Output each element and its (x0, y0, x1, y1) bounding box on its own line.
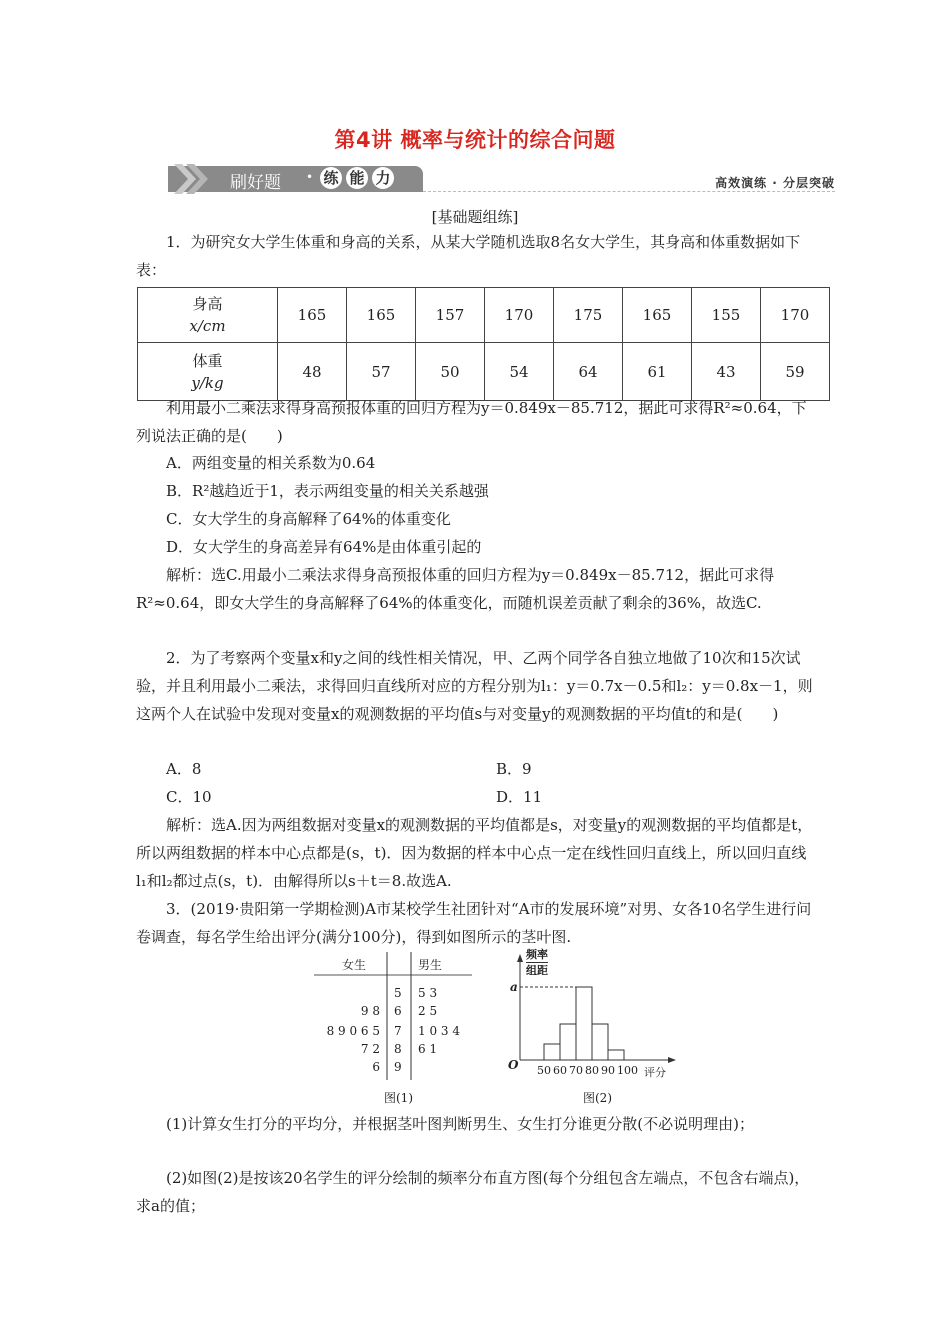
q2-option-c: C．10 (166, 788, 212, 806)
q1-option-d: D．女大学生的身高差异有64%是由体重引起的 (166, 538, 482, 556)
frequency-histogram (500, 948, 680, 1088)
table-cell: 165 (623, 288, 692, 343)
table-cell: 157 (416, 288, 485, 343)
origin-label: O (508, 1058, 519, 1072)
table-cell: 54 (485, 343, 554, 401)
stem: 9 (394, 1060, 402, 1074)
stem: 5 (394, 986, 402, 1000)
x-tick: 80 (585, 1064, 599, 1077)
x-axis-label: 评分 (644, 1066, 666, 1079)
stem: 7 (394, 1024, 402, 1038)
q1-analysis: 解析：选C.用最小二乘法求得身高预报体重的回归方程为y＝0.849x－85.712，据此可求得R²≈0.64，即女大学生的身高解释了64%的体重变化，而随机误差贡献了剩余的36%，故选C. (136, 566, 775, 612)
banner (160, 164, 425, 194)
q2-analysis: 解析：选A.因为两组数据对变量x的观测数据的平均值都是s，对变量y的观测数据的平均值都是t，所以两组数据的样本中心点都是(s，t)．因为数据的样本中心点一定在线性回归直线上，所以回归直线l₁和l₂都过点(s，t)．由解得所以s＋t＝8.故选A. (136, 816, 813, 890)
leaf-left: 8 9 0 6 5 (326, 1024, 380, 1038)
leaf-left: 6 (372, 1060, 380, 1074)
banner-dot: • (306, 170, 314, 184)
banner-divider (423, 191, 835, 192)
y-axis-label-bottom: 组距 (526, 964, 548, 977)
stem: 8 (394, 1042, 402, 1056)
section-heading: [基础题组练] (431, 208, 519, 226)
q1-option-b: B．R²越趋近于1，表示两组变量的相关关系越强 (166, 482, 489, 500)
q3-part1: (1)计算女生打分的平均分，并根据茎叶图判断男生、女生打分谁更分散(不必说明理由)； (166, 1115, 754, 1133)
x-tick: 100 (617, 1064, 638, 1077)
figure-1-caption: 图(1) (384, 1091, 413, 1105)
table-cell: 155 (692, 288, 761, 343)
leaf-left: 7 2 (360, 1042, 380, 1056)
stem-leaf-left-header: 女生 (342, 958, 367, 972)
page-title: 第4讲 概率与统计的综合问题 (334, 128, 616, 152)
table-cell: 48 (278, 343, 347, 401)
banner-circle-2: 能 (346, 167, 368, 189)
row-header-weight: 体重 y/kg (138, 343, 278, 401)
double-chevron-icon (174, 162, 214, 196)
row-header-height: 身高 x/cm (138, 288, 278, 343)
stem-leaf-right-header: 男生 (418, 958, 443, 972)
y-tick-a: a (510, 980, 518, 994)
leaf-right: 6 1 (418, 1042, 438, 1056)
stem-leaf-plot (314, 952, 474, 1082)
table-cell: 165 (278, 288, 347, 343)
q3-stem: 3．(2019·贵阳第一学期检测)A市某校学生社团针对“A市的发展环境”对男、女各10名学生进行问卷调查，每名学生给出评分(满分100分)，得到如图所示的茎叶图. (136, 900, 812, 946)
banner-circle-3: 力 (372, 167, 394, 189)
slogan: 高效演练 · 分层突破 (715, 176, 835, 190)
q1-stem: 1．为研究女大学生体重和身高的关系，从某大学随机选取8名女大学生，其身高和体重数据如下表： (136, 233, 801, 279)
table-cell: 170 (761, 288, 830, 343)
table-cell: 64 (554, 343, 623, 401)
x-tick: 60 (553, 1064, 567, 1077)
q2-option-b: B．9 (496, 760, 532, 778)
table-cell: 175 (554, 288, 623, 343)
leaf-right: 1 0 3 4 (418, 1024, 460, 1038)
banner-label: 刷好题 (230, 173, 281, 193)
q2-option-a: A．8 (166, 760, 202, 778)
q1-option-a: A．两组变量的相关系数为0.64 (166, 454, 376, 472)
x-tick: 70 (569, 1064, 583, 1077)
leaf-right: 5 3 (418, 986, 438, 1000)
table-cell: 59 (761, 343, 830, 401)
height-weight-table (137, 287, 830, 401)
table-cell: 61 (623, 343, 692, 401)
y-axis-label-top: 频率 (526, 948, 548, 961)
q2-stem: 2．为了考察两个变量x和y之间的线性相关情况，甲、乙两个同学各自独立地做了10次和15次试验，并且利用最小二乘法，求得回归直线所对应的方程分别为l₁：y＝0.7x－0.5和l₂：y＝0.8x－1，则这两个人在试验中发现对变量x的观测数据的平均值s与对变量y的观测数据的平均值t的和是( ) (136, 649, 813, 723)
figure-2-caption: 图(2) (583, 1091, 612, 1105)
table-cell: 57 (347, 343, 416, 401)
leaf-right: 2 5 (418, 1004, 438, 1018)
table-cell: 43 (692, 343, 761, 401)
x-tick: 90 (601, 1064, 615, 1077)
q1-prompt: 利用最小二乘法求得身高预报体重的回归方程为y＝0.849x－85.712，据此可求得R²≈0.64，下列说法正确的是( ) (136, 399, 807, 445)
table-cell: 170 (485, 288, 554, 343)
table-row (138, 343, 830, 401)
q2-option-d: D．11 (496, 788, 543, 806)
leaf-left: 9 8 (360, 1004, 380, 1018)
table-cell: 50 (416, 343, 485, 401)
stem: 6 (394, 1004, 402, 1018)
x-tick: 50 (537, 1064, 551, 1077)
banner-circle-1: 练 (320, 167, 342, 189)
table-row (138, 288, 830, 343)
table-cell: 165 (347, 288, 416, 343)
q1-option-c: C．女大学生的身高解释了64%的体重变化 (166, 510, 451, 528)
q3-part2: (2)如图(2)是按该20名学生的评分绘制的频率分布直方图(每个分组包含左端点，不包含右端点)，求a的值； (136, 1169, 810, 1215)
